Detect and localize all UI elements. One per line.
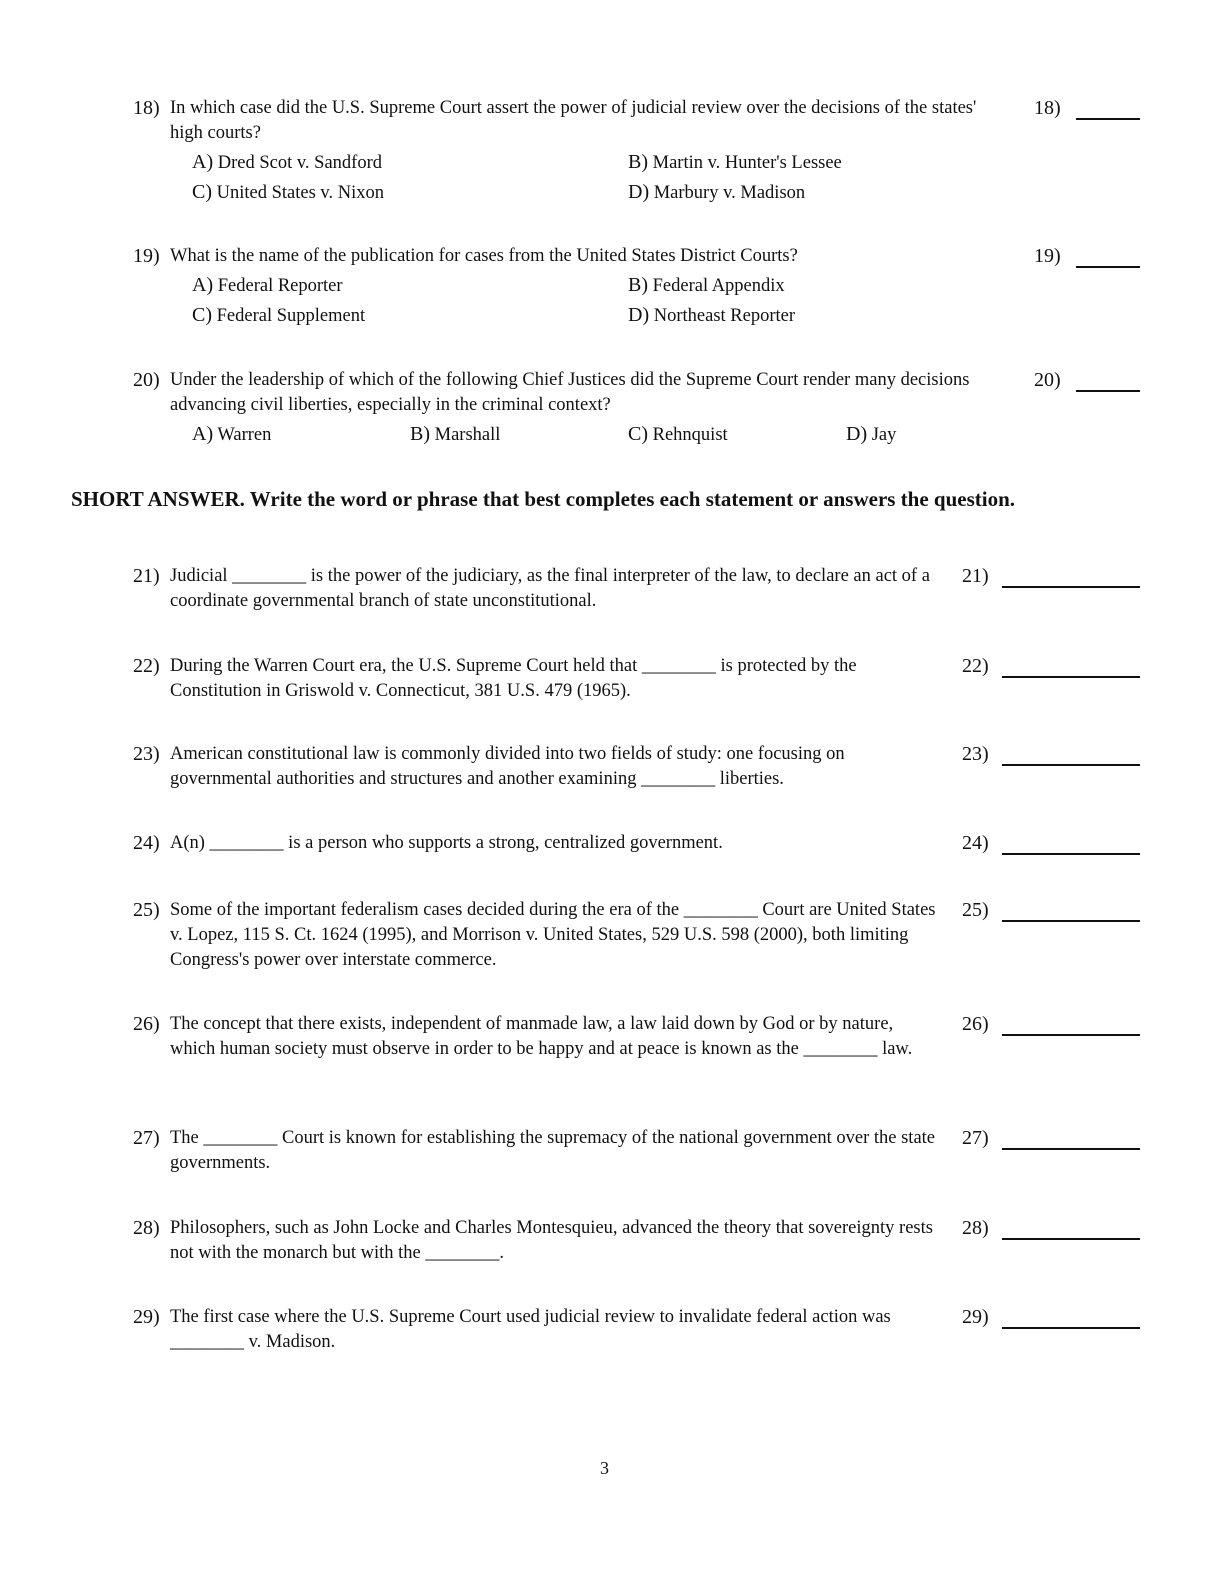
question-number: 24): [133, 832, 160, 854]
option-letter: C): [192, 304, 212, 326]
option-text: Northeast Reporter: [653, 306, 796, 326]
option-letter: C): [628, 423, 648, 445]
option-letter: D): [628, 304, 650, 326]
answer-number: 18): [1034, 97, 1061, 119]
answer-number: 22): [962, 655, 989, 677]
answer-blank[interactable]: [1002, 1148, 1140, 1150]
question-number: 27): [133, 1127, 160, 1149]
option-text: Marbury v. Madison: [653, 183, 806, 203]
question-number: 19): [133, 245, 160, 267]
option-a[interactable]: [192, 422, 271, 448]
option-text: Federal Supplement: [216, 306, 366, 326]
section-heading: SHORT ANSWER. Write the word or phrase that best completes each statement or answers the question.: [71, 487, 1016, 511]
question-text: A(n) ________ is a person who supports a strong, centralized government.: [170, 833, 723, 853]
question-number: 18): [133, 97, 160, 119]
option-letter: C): [192, 181, 212, 203]
question-text: Judicial ________ is the power of the judiciary, as the final interpreter of the law, to declare an act of a coordinate governmental branch of state unconstitutional.: [170, 566, 930, 611]
answer-number: 26): [962, 1013, 989, 1035]
option-letter: A): [192, 274, 214, 296]
answer-number: 20): [1034, 369, 1061, 391]
question-number: 21): [133, 565, 160, 587]
answer-blank[interactable]: [1002, 853, 1140, 855]
option-text: Rehnquist: [652, 425, 728, 445]
question-text: American constitutional law is commonly divided into two fields of study: one focusing on governmental authorities and structures and another examining ________ liberties.: [170, 744, 845, 789]
answer-blank[interactable]: [1076, 266, 1140, 268]
answer-blank[interactable]: [1076, 118, 1140, 120]
answer-number: 23): [962, 743, 989, 765]
page-number: 3: [600, 1458, 609, 1478]
answer-number: 24): [962, 832, 989, 854]
question-text: During the Warren Court era, the U.S. Supreme Court held that ________ is protected by the Constitution in Griswold v. Connecticut, 381 U.S. 479 (1965).: [170, 656, 857, 701]
question-text: The concept that there exists, independent of manmade law, a law laid down by God or by nature, which human society must observe in order to be happy and at peace is known as the ________ law.: [170, 1014, 913, 1059]
answer-number: 25): [962, 899, 989, 921]
option-b[interactable]: [628, 273, 785, 299]
option-b[interactable]: [628, 150, 842, 176]
question-number: 23): [133, 743, 160, 765]
option-c[interactable]: [192, 180, 384, 206]
option-letter: A): [192, 423, 214, 445]
option-d[interactable]: [628, 180, 805, 206]
answer-number: 29): [962, 1306, 989, 1328]
option-text: Warren: [217, 425, 272, 445]
question-number: 29): [133, 1306, 160, 1328]
question-text: In which case did the U.S. Supreme Court assert the power of judicial review over the decisions of the states' high courts?: [170, 98, 977, 143]
option-d[interactable]: [846, 422, 896, 448]
question-text: The ________ Court is known for establishing the supremacy of the national government over the state governments.: [170, 1128, 936, 1173]
question-text: Some of the important federalism cases decided during the era of the ________ Court are United States v. Lopez, 115 S. Ct. 1624 (1995), and Morrison v. United States, 529 U.S. 598 (2000), both limiting Congress's power over interstate commerce.: [170, 900, 936, 970]
answer-number: 27): [962, 1127, 989, 1149]
answer-blank[interactable]: [1002, 764, 1140, 766]
answer-number: 21): [962, 565, 989, 587]
option-c[interactable]: [628, 422, 728, 448]
question-text: The first case where the U.S. Supreme Court used judicial review to invalidate federal action was ________ v. Madison.: [170, 1307, 891, 1352]
question-number: 22): [133, 655, 160, 677]
answer-blank[interactable]: [1002, 920, 1140, 922]
question-number: 25): [133, 899, 160, 921]
option-text: Jay: [871, 425, 897, 445]
option-letter: A): [192, 151, 214, 173]
option-text: Martin v. Hunter's Lessee: [652, 153, 842, 173]
option-d[interactable]: [628, 303, 795, 329]
question-text: Under the leadership of which of the following Chief Justices did the Supreme Court render many decisions advancing civil liberties, especially in the criminal context?: [170, 370, 970, 415]
answer-blank[interactable]: [1002, 1327, 1140, 1329]
question-number: 28): [133, 1217, 160, 1239]
option-text: United States v. Nixon: [216, 183, 384, 203]
answer-blank[interactable]: [1002, 1238, 1140, 1240]
option-text: Dred Scot v. Sandford: [217, 153, 382, 173]
option-letter: B): [628, 151, 648, 173]
option-letter: B): [628, 274, 648, 296]
question-text: Philosophers, such as John Locke and Charles Montesquieu, advanced the theory that sovereignty rests not with the monarch but with the ________.: [170, 1218, 933, 1263]
option-a[interactable]: [192, 273, 343, 299]
option-letter: D): [628, 181, 650, 203]
option-letter: D): [846, 423, 868, 445]
question-number: 20): [133, 369, 160, 391]
option-text: Marshall: [434, 425, 501, 445]
question-text: What is the name of the publication for cases from the United States District Courts?: [170, 246, 798, 266]
option-text: Federal Appendix: [652, 276, 785, 296]
answer-number: 19): [1034, 245, 1061, 267]
option-a[interactable]: [192, 150, 382, 176]
option-c[interactable]: [192, 303, 365, 329]
answer-blank[interactable]: [1076, 390, 1140, 392]
answer-blank[interactable]: [1002, 1034, 1140, 1036]
option-b[interactable]: [410, 422, 500, 448]
option-letter: B): [410, 423, 430, 445]
option-text: Federal Reporter: [217, 276, 343, 296]
answer-blank[interactable]: [1002, 586, 1140, 588]
answer-number: 28): [962, 1217, 989, 1239]
question-number: 26): [133, 1013, 160, 1035]
answer-blank[interactable]: [1002, 676, 1140, 678]
